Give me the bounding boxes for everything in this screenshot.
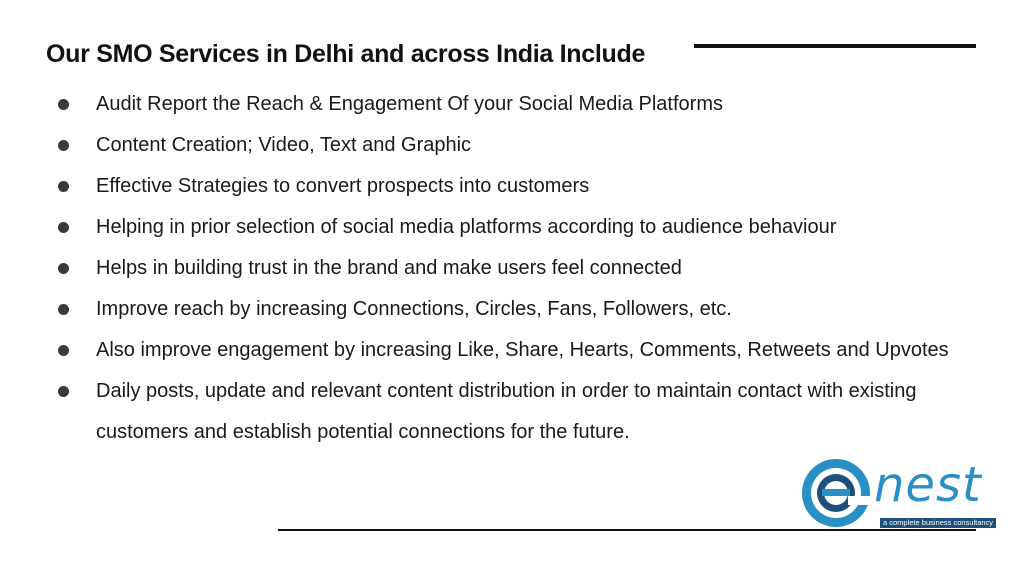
bullet-item (58, 330, 978, 371)
bullet-text: Helping in prior selection of social media platforms according to audience behaviour (96, 216, 837, 238)
bullet-item (58, 248, 978, 289)
bullet-dot-icon (58, 345, 69, 356)
slide-title: Our SMO Services in Delhi and across India Include (46, 40, 646, 68)
bullet-item (58, 84, 978, 125)
bullet-text: Also improve engagement by increasing Like, Share, Hearts, Comments, Retweets and Upvotes (96, 339, 949, 361)
bullet-dot-icon (58, 99, 69, 110)
bullet-dot-icon (58, 181, 69, 192)
bullet-item (58, 371, 978, 453)
bullet-text: Daily posts, update and relevant content distribution in order to maintain contact with existing customers and establish potential connections for the future. (96, 380, 917, 443)
bullet-dot-icon (58, 304, 69, 315)
enest-e-swirl-icon (796, 456, 876, 530)
enest-logo (796, 456, 1010, 530)
title-underline-rule (694, 44, 976, 48)
bullet-dot-icon (58, 386, 69, 397)
bullet-dot-icon (58, 263, 69, 274)
bullet-item (58, 125, 978, 166)
logo-tagline: a complete business consultancy (880, 518, 996, 528)
bullet-item (58, 289, 978, 330)
bullet-text: Content Creation; Video, Text and Graphic (96, 134, 472, 156)
bullet-item (58, 207, 978, 248)
logo-wordmark: nest (874, 457, 982, 513)
bullet-dot-icon (58, 222, 69, 233)
bullet-item (58, 166, 978, 207)
services-bullet-list (58, 84, 978, 453)
bullet-text: Improve reach by increasing Connections, Circles, Fans, Followers, etc. (96, 298, 732, 320)
bullet-text: Audit Report the Reach & Engagement Of your Social Media Platforms (96, 93, 723, 115)
bullet-dot-icon (58, 140, 69, 151)
bullet-text: Helps in building trust in the brand and make users feel connected (96, 257, 682, 279)
bullet-text: Effective Strategies to convert prospects into customers (96, 175, 590, 197)
